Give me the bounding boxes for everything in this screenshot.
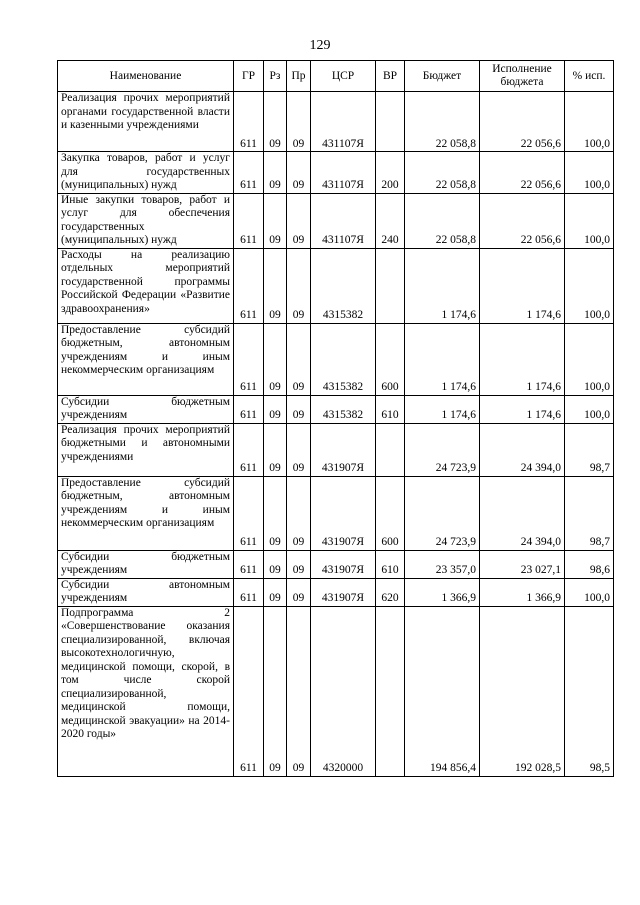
row-execution: 22 056,6 <box>480 193 565 248</box>
row-vr: 200 <box>376 152 405 194</box>
page-number: 129 <box>309 38 331 53</box>
row-percent: 98,6 <box>565 550 614 578</box>
row-rz: 09 <box>264 423 287 476</box>
row-budget: 1 174,6 <box>405 323 480 395</box>
row-budget: 22 058,8 <box>405 152 480 194</box>
row-pr: 09 <box>287 476 311 550</box>
row-name: Иные закупки товаров, работ и услуг для обеспечения государственных (муниципальных) нужд <box>58 193 234 248</box>
row-gr: 611 <box>234 578 264 606</box>
row-percent: 100,0 <box>565 92 614 152</box>
row-csr: 431107Я <box>311 193 376 248</box>
row-gr: 611 <box>234 152 264 194</box>
row-execution: 22 056,6 <box>480 92 565 152</box>
row-percent: 98,7 <box>565 423 614 476</box>
table-row <box>58 248 614 323</box>
table-row <box>58 606 614 776</box>
row-gr: 611 <box>234 248 264 323</box>
table-row <box>58 323 614 395</box>
row-csr: 431907Я <box>311 423 376 476</box>
row-rz: 09 <box>264 248 287 323</box>
row-vr: 610 <box>376 395 405 423</box>
row-execution: 1 174,6 <box>480 323 565 395</box>
row-name: Субсидии автономным учреждениям <box>58 578 234 606</box>
table-header-row <box>58 61 614 92</box>
row-gr: 611 <box>234 395 264 423</box>
row-csr: 4320000 <box>311 606 376 776</box>
row-percent: 100,0 <box>565 152 614 194</box>
row-name: Расходы на реализацию отдельных мероприятий государственной программы Российской Федерации «Развитие здравоохранения» <box>58 248 234 323</box>
row-rz: 09 <box>264 578 287 606</box>
row-pr: 09 <box>287 323 311 395</box>
row-name: Субсидии бюджетным учреждениям <box>58 395 234 423</box>
table-row <box>58 476 614 550</box>
row-name: Реализация прочих мероприятий бюджетными и автономными учреждениями <box>58 423 234 476</box>
row-percent: 98,5 <box>565 606 614 776</box>
row-csr: 431907Я <box>311 476 376 550</box>
row-execution: 1 174,6 <box>480 395 565 423</box>
row-rz: 09 <box>264 606 287 776</box>
row-csr: 4315382 <box>311 395 376 423</box>
row-gr: 611 <box>234 550 264 578</box>
row-pr: 09 <box>287 395 311 423</box>
row-vr <box>376 248 405 323</box>
table-row <box>58 550 614 578</box>
row-percent: 100,0 <box>565 248 614 323</box>
table-row <box>58 193 614 248</box>
row-percent: 100,0 <box>565 395 614 423</box>
row-vr <box>376 423 405 476</box>
row-vr: 600 <box>376 323 405 395</box>
header-pr: Пр <box>287 61 311 92</box>
row-vr <box>376 92 405 152</box>
row-pr: 09 <box>287 248 311 323</box>
table-row <box>58 578 614 606</box>
row-pr: 09 <box>287 606 311 776</box>
row-execution: 22 056,6 <box>480 152 565 194</box>
row-budget: 22 058,8 <box>405 92 480 152</box>
row-csr: 4315382 <box>311 248 376 323</box>
row-gr: 611 <box>234 606 264 776</box>
row-csr: 4315382 <box>311 323 376 395</box>
row-budget: 23 357,0 <box>405 550 480 578</box>
row-name: Реализация прочих мероприятий органами государственной власти и казенными учреждениями <box>58 92 234 152</box>
row-gr: 611 <box>234 323 264 395</box>
row-pr: 09 <box>287 423 311 476</box>
table-row <box>58 423 614 476</box>
budget-table <box>57 60 614 777</box>
row-execution: 192 028,5 <box>480 606 565 776</box>
row-rz: 09 <box>264 550 287 578</box>
table-row <box>58 152 614 194</box>
row-csr: 431107Я <box>311 92 376 152</box>
row-name: Предоставление субсидий бюджетным, автономным учреждениям и иным некоммерческим организациям <box>58 476 234 550</box>
row-vr: 600 <box>376 476 405 550</box>
row-execution: 24 394,0 <box>480 423 565 476</box>
header-budget: Бюджет <box>405 61 480 92</box>
row-pr: 09 <box>287 193 311 248</box>
row-name: Предоставление субсидий бюджетным, автономным учреждениям и иным некоммерческим организациям <box>58 323 234 395</box>
row-pr: 09 <box>287 550 311 578</box>
row-execution: 23 027,1 <box>480 550 565 578</box>
table-row <box>58 92 614 152</box>
row-gr: 611 <box>234 476 264 550</box>
row-vr <box>376 606 405 776</box>
row-execution: 24 394,0 <box>480 476 565 550</box>
row-csr: 431907Я <box>311 578 376 606</box>
table-row <box>58 395 614 423</box>
row-vr: 610 <box>376 550 405 578</box>
row-execution: 1 174,6 <box>480 248 565 323</box>
header-vr: ВР <box>376 61 405 92</box>
row-budget: 1 174,6 <box>405 248 480 323</box>
row-percent: 100,0 <box>565 193 614 248</box>
row-gr: 611 <box>234 193 264 248</box>
row-percent: 100,0 <box>565 323 614 395</box>
row-budget: 1 174,6 <box>405 395 480 423</box>
row-rz: 09 <box>264 323 287 395</box>
header-gr: ГР <box>234 61 264 92</box>
row-budget: 24 723,9 <box>405 476 480 550</box>
row-name: Подпрограмма 2 «Совершенствование оказания специализированной, включая высокотехнологичную, медицинской помощи, скорой, в том числе скорой специализированной, медицинской помощи, медицинской эвакуации» на 2014-2020 годы» <box>58 606 234 776</box>
header-name: Наименование <box>58 61 234 92</box>
row-gr: 611 <box>234 423 264 476</box>
row-percent: 100,0 <box>565 578 614 606</box>
row-budget: 22 058,8 <box>405 193 480 248</box>
row-rz: 09 <box>264 395 287 423</box>
row-name: Закупка товаров, работ и услуг для государственных (муниципальных) нужд <box>58 152 234 194</box>
row-budget: 1 366,9 <box>405 578 480 606</box>
row-percent: 98,7 <box>565 476 614 550</box>
row-gr: 611 <box>234 92 264 152</box>
row-pr: 09 <box>287 92 311 152</box>
row-rz: 09 <box>264 476 287 550</box>
header-execution: Исполнение бюджета <box>480 61 565 92</box>
row-name: Субсидии бюджетным учреждениям <box>58 550 234 578</box>
row-execution: 1 366,9 <box>480 578 565 606</box>
row-rz: 09 <box>264 193 287 248</box>
row-budget: 24 723,9 <box>405 423 480 476</box>
row-pr: 09 <box>287 152 311 194</box>
header-csr: ЦСР <box>311 61 376 92</box>
row-vr: 240 <box>376 193 405 248</box>
row-csr: 431107Я <box>311 152 376 194</box>
row-budget: 194 856,4 <box>405 606 480 776</box>
row-rz: 09 <box>264 152 287 194</box>
header-rz: Рз <box>264 61 287 92</box>
row-vr: 620 <box>376 578 405 606</box>
header-percent: % исп. <box>565 61 614 92</box>
row-csr: 431907Я <box>311 550 376 578</box>
row-pr: 09 <box>287 578 311 606</box>
row-rz: 09 <box>264 92 287 152</box>
